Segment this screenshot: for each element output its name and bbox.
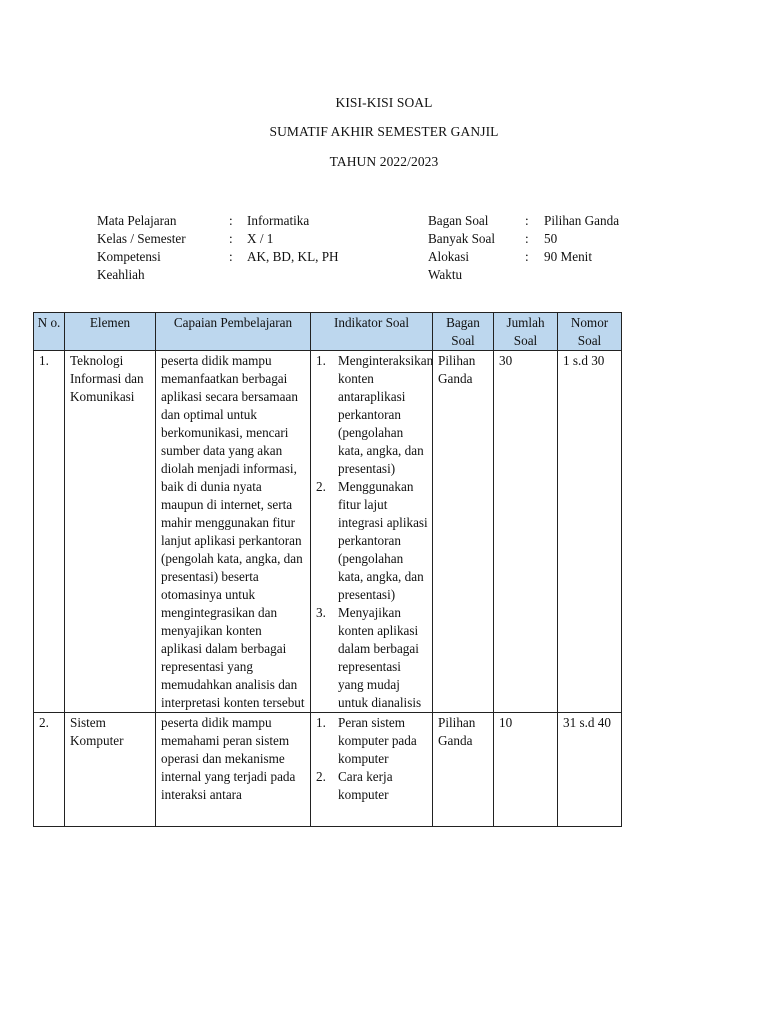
cell-elemen: Sistem Komputer (65, 713, 156, 827)
doc-subtitle: SUMATIF AKHIR SEMESTER GANJIL (269, 124, 499, 139)
header-capaian: Capaian Pembelajaran (156, 313, 311, 351)
info-label-time-2: Waktu (428, 267, 463, 282)
info-right (428, 212, 668, 284)
indicator-list (316, 714, 428, 804)
info-left (97, 212, 397, 284)
info-value-type: Pilihan Ganda (544, 213, 620, 228)
kisi-kisi-table (33, 312, 622, 827)
cell-capaian: peserta didik mampu memahami peran sistem operasi dan mekanisme internal yang terjadi pada interaksi antara (156, 713, 311, 827)
cell-no: 1. (34, 351, 65, 713)
cell-jumlah: 30 (494, 351, 558, 713)
info-value-competency: AK, BD, KL, PH (247, 249, 339, 264)
table-row (34, 351, 622, 713)
info-colon: : (229, 213, 233, 228)
cell-jumlah: 10 (494, 713, 558, 827)
info-value-class: X / 1 (247, 231, 274, 246)
cell-bagan: Pilihan Ganda (433, 351, 494, 713)
cell-nomor: 31 s.d 40 (558, 713, 622, 827)
info-label-count: Banyak Soal (428, 231, 496, 246)
info-colon: : (525, 231, 529, 246)
indicator-item: 2. Cara kerja komputer (316, 769, 393, 802)
indicator-list (316, 352, 434, 712)
header-elemen: Elemen (65, 313, 156, 351)
info-value-count: 50 (544, 231, 558, 246)
cell-bagan: Pilihan Ganda (433, 713, 494, 827)
table-header-row (34, 313, 622, 351)
header-jumlah: Jumlah Soal (494, 313, 558, 351)
doc-title: KISI-KISI SOAL (335, 95, 433, 110)
cell-elemen: Teknologi Informasi dan Komunikasi (65, 351, 156, 713)
info-label-competency-2: Keahliah (97, 267, 145, 282)
info-colon: : (525, 213, 529, 228)
info-label-type: Bagan Soal (428, 213, 489, 228)
header-bagan: Bagan Soal (433, 313, 494, 351)
indicator-item: 3. Menyajikan konten aplikasi dalam berbagai representasi yang mudaj untuk dianalisis (316, 605, 422, 710)
info-value-time: 90 Menit (544, 249, 592, 264)
indicator-item: 2. Menggunakan fitur lajut integrasi aplikasi perkantoran (pengolahan kata, angka, dan presentasi) (316, 479, 428, 602)
info-colon: : (525, 249, 529, 264)
table-row (34, 713, 622, 827)
cell-capaian: peserta didik mampu memanfaatkan berbagai aplikasi secara bersamaan dan optimal untuk berkomunikasi, mencari sumber data yang akan diolah menjadi informasi, baik di dunia nyata maupun di internet, serta mahir menggunakan fitur lanjut aplikasi perkantoran (pengolah kata, angka, dan presentasi) beserta otomasinya untuk mengintegrasikan dan menyajikan konten aplikasi dalam berbagai representasi yang memudahkan analisis dan interpretasi konten tersebut (156, 351, 311, 713)
cell-indikator (311, 351, 433, 713)
info-label-subject: Mata Pelajaran (97, 213, 177, 228)
info-label-time: Alokasi (428, 249, 470, 264)
indicator-item: 1. Peran sistem komputer pada komputer (316, 715, 417, 766)
info-label-class: Kelas / Semester (97, 231, 186, 246)
info-colon: : (229, 231, 233, 246)
doc-year: TAHUN 2022/2023 (329, 154, 439, 169)
header-no: N o. (34, 313, 65, 351)
info-colon: : (229, 249, 233, 264)
cell-no: 2. (34, 713, 65, 827)
header-indikator: Indikator Soal (311, 313, 433, 351)
cell-nomor: 1 s.d 30 (558, 351, 622, 713)
info-label-competency: Kompetensi (97, 249, 161, 264)
cell-indikator (311, 713, 433, 827)
info-value-subject: Informatika (247, 213, 310, 228)
header-nomor: Nomor Soal (558, 313, 622, 351)
indicator-item: 1. Menginteraksikan konten antaraplikasi perkantoran (pengolahan kata, angka, dan presentasi) (316, 353, 434, 476)
